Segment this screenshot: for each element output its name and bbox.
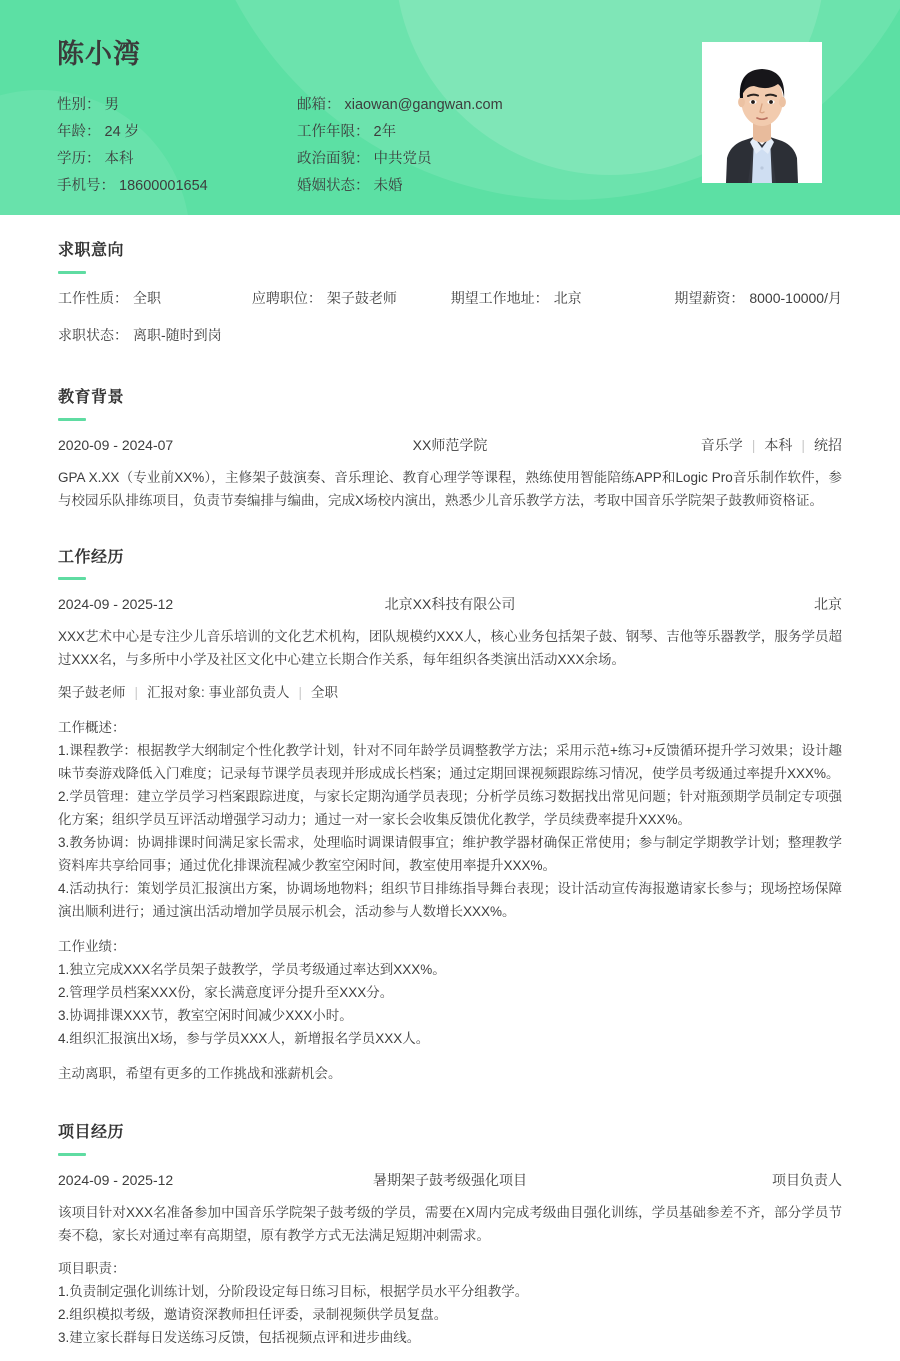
education-entry-head bbox=[58, 435, 842, 455]
section-title: 求职意向 bbox=[58, 242, 125, 259]
project-name: 暑期架子鼓考级强化项目 bbox=[373, 1172, 527, 1189]
section-title: 项目经历 bbox=[58, 1124, 125, 1142]
tag-separator: | bbox=[751, 436, 756, 453]
section-education bbox=[58, 362, 842, 512]
info-item-phone bbox=[57, 173, 297, 200]
section-title: 教育背景 bbox=[58, 388, 125, 406]
section-project-experience bbox=[58, 1097, 842, 1349]
project-entry-head bbox=[58, 1170, 842, 1190]
field-job-status bbox=[58, 325, 253, 345]
info-value: 中共党员 bbox=[373, 151, 432, 168]
work-achievement-title: 工作业绩： bbox=[58, 939, 126, 955]
education-description: GPA X.XX（专业前XX%），主修架子鼓演奏、音乐理论、教育心理学等课程，熟练使用智能陪练APP和Logic Pro音乐制作软件，参与校园乐队排练项目，负责节奏编排与编曲，完成X场校内演出，熟悉少儿音乐教学方法，考取中国音乐学院架子鼓教师资格证。 bbox=[58, 469, 842, 508]
field-value: 8000-10000/月 bbox=[749, 289, 842, 306]
project-description: 该项目针对XXX名准备参加中国音乐学院架子鼓考级的学员，需要在X周内完成考级曲目强化训练，学员基础参差不齐，部分学员节奏不稳，家长对通过率有高期望，原有教学方式无法满足短期冲刺需求。 bbox=[58, 1205, 842, 1244]
field-value: 北京 bbox=[553, 289, 582, 306]
tag-separator: | bbox=[298, 685, 303, 701]
info-label: 手机号： bbox=[57, 178, 115, 195]
info-label: 工作年限： bbox=[297, 124, 370, 141]
field-value: 全职 bbox=[133, 289, 161, 306]
work-leave-reason: 主动离职，希望有更多的工作挑战和涨薪机会。 bbox=[58, 1066, 342, 1082]
section-job-intention bbox=[58, 215, 842, 345]
work-role-title: 架子鼓老师 bbox=[58, 685, 126, 701]
field-label: 期望工作地址： bbox=[450, 289, 549, 306]
work-overview-item: 4.活动执行：策划学员汇报演出方案，协调场地物料；组织节目排练指导舞台表现；设计活动宣传海报邀请家长参与；现场控场保障演出顺利进行；通过演出活动增加学员展示机会，活动参与人数增长XXX%。 bbox=[58, 881, 842, 920]
info-item-education bbox=[57, 146, 297, 173]
resume-header bbox=[0, 0, 900, 215]
work-overview-title: 工作概述： bbox=[58, 720, 126, 736]
job-intention-row-1 bbox=[58, 288, 842, 308]
work-overview-block bbox=[58, 716, 842, 923]
info-label: 政治面貌： bbox=[297, 151, 370, 168]
field-job-type bbox=[58, 288, 252, 308]
candidate-name: 陈小湾 bbox=[57, 39, 141, 69]
field-label: 求职状态： bbox=[58, 326, 128, 343]
info-label: 性别： bbox=[57, 97, 101, 114]
info-label: 邮箱： bbox=[297, 97, 341, 114]
field-expected-location bbox=[451, 288, 675, 308]
work-achievement-item: 1.独立完成XXX名学员架子鼓教学，学员考级通过率达到XXX%。 bbox=[58, 962, 446, 978]
field-label: 期望薪资： bbox=[674, 289, 745, 306]
education-tag-admission: 统招 bbox=[814, 436, 842, 453]
info-label: 年龄： bbox=[57, 124, 101, 141]
work-overview-item: 3.教务协调：协调排课时间满足家长需求，处理临时调课请假事宜；维护教学器材确保正常使用；参与制定学期教学计划；整理教学资料库共享给同事；通过优化排课流程减少教室空闲时间，教室使用率提升XXX%。 bbox=[58, 835, 842, 874]
info-label: 婚姻状态： bbox=[297, 178, 370, 195]
field-value: 架子鼓老师 bbox=[326, 289, 397, 306]
tag-separator: | bbox=[801, 436, 805, 453]
info-value: 男 bbox=[104, 97, 119, 114]
work-role-tags bbox=[58, 681, 842, 704]
info-value: 2年 bbox=[373, 124, 397, 141]
education-tag-degree: 本科 bbox=[764, 436, 793, 453]
section-work-experience bbox=[58, 522, 842, 1086]
education-tag-major: 音乐学 bbox=[700, 436, 743, 453]
work-date: 2024-09 - 2025-12 bbox=[58, 596, 174, 613]
education-tags bbox=[542, 435, 842, 455]
info-value: 未婚 bbox=[373, 178, 403, 195]
education-date: 2020-09 - 2024-07 bbox=[58, 436, 174, 453]
project-duty-item: 2.组织模拟考级，邀请资深教师担任评委，录制视频供学员复盘。 bbox=[58, 1307, 448, 1323]
field-target-position bbox=[252, 288, 451, 308]
work-report-to: 汇报对象: 事业部负责人 bbox=[147, 685, 290, 701]
job-intention-row-2 bbox=[58, 325, 842, 345]
work-overview-item: 2.学员管理：建立学员学习档案跟踪进度，与家长定期沟通学员表现；分析学员练习数据找出常见问题；针对瓶颈期学员制定专项强化方案；组织学员互评活动增强学习动力；通过一对一家长会收集反馈优化教学，学员续费率提升XXX%。 bbox=[58, 789, 842, 828]
project-duty-item: 3.建立家长群每日发送练习反馈，包括视频点评和进步曲线。 bbox=[58, 1330, 421, 1346]
info-label: 学历： bbox=[57, 151, 101, 168]
work-company-description: XXX艺术中心是专注少儿音乐培训的文化艺术机构，团队规模约XXX人，核心业务包括架子鼓、钢琴、吉他等乐器教学，服务学员超过XXX名，与多所中小学及社区文化中心建立长期合作关系，每年组织各类演出活动XXX余场。 bbox=[58, 629, 842, 668]
work-achievement-item: 2.管理学员档案XXX份，家长满意度评分提升至XXX分。 bbox=[58, 985, 394, 1001]
field-label: 工作性质： bbox=[58, 289, 128, 306]
work-location: 北京 bbox=[814, 596, 842, 613]
info-value: 本科 bbox=[104, 151, 134, 168]
work-achievement-item: 3.协调排课XXX节，教室空闲时间减少XXX小时。 bbox=[58, 1008, 353, 1024]
project-duty-title: 项目职责： bbox=[58, 1261, 126, 1277]
work-employment-type: 全职 bbox=[311, 685, 339, 701]
avatar bbox=[702, 42, 822, 183]
title-underline bbox=[58, 271, 86, 274]
info-value: xiaowan@gangwan.com bbox=[344, 97, 503, 114]
title-underline bbox=[58, 1153, 86, 1156]
section-title: 工作经历 bbox=[58, 548, 125, 566]
info-value: 18600001654 bbox=[119, 178, 208, 195]
education-school: XX师范学院 bbox=[412, 436, 488, 453]
work-overview-item: 1.课程教学：根据教学大纲制定个性化教学计划，针对不同年龄学员调整教学方法；采用示范+练习+反馈循环提升学习效果；设计趣味节奏游戏降低入门难度；记录每节课学员表现并形成成长档案；通过定期回课视频跟踪练习情况，使学员考级通过率提升XXX%。 bbox=[58, 743, 842, 782]
work-company: 北京XX科技有限公司 bbox=[384, 596, 516, 613]
info-item-gender bbox=[57, 92, 297, 119]
resume-body bbox=[0, 215, 900, 1349]
work-achievement-item: 4.组织汇报演出X场，参与学员XXX人，新增报名学员XXX人。 bbox=[58, 1031, 430, 1047]
work-entry-head bbox=[58, 594, 842, 614]
project-role: 项目负责人 bbox=[772, 1172, 842, 1189]
project-duty-block bbox=[58, 1257, 842, 1349]
project-date: 2024-09 - 2025-12 bbox=[58, 1172, 174, 1189]
work-achievement-block bbox=[58, 935, 842, 1050]
info-value: 24 岁 bbox=[104, 124, 140, 141]
tag-separator: | bbox=[134, 685, 139, 701]
field-label: 应聘职位： bbox=[251, 289, 322, 306]
project-duty-item: 1.负责制定强化训练计划，分阶段设定每日练习目标，根据学员水平分组教学。 bbox=[58, 1284, 529, 1300]
field-expected-salary bbox=[674, 288, 842, 308]
title-underline bbox=[58, 418, 86, 421]
field-value: 离职-随时到岗 bbox=[133, 326, 222, 343]
info-item-age bbox=[57, 119, 297, 146]
title-underline bbox=[58, 577, 86, 580]
